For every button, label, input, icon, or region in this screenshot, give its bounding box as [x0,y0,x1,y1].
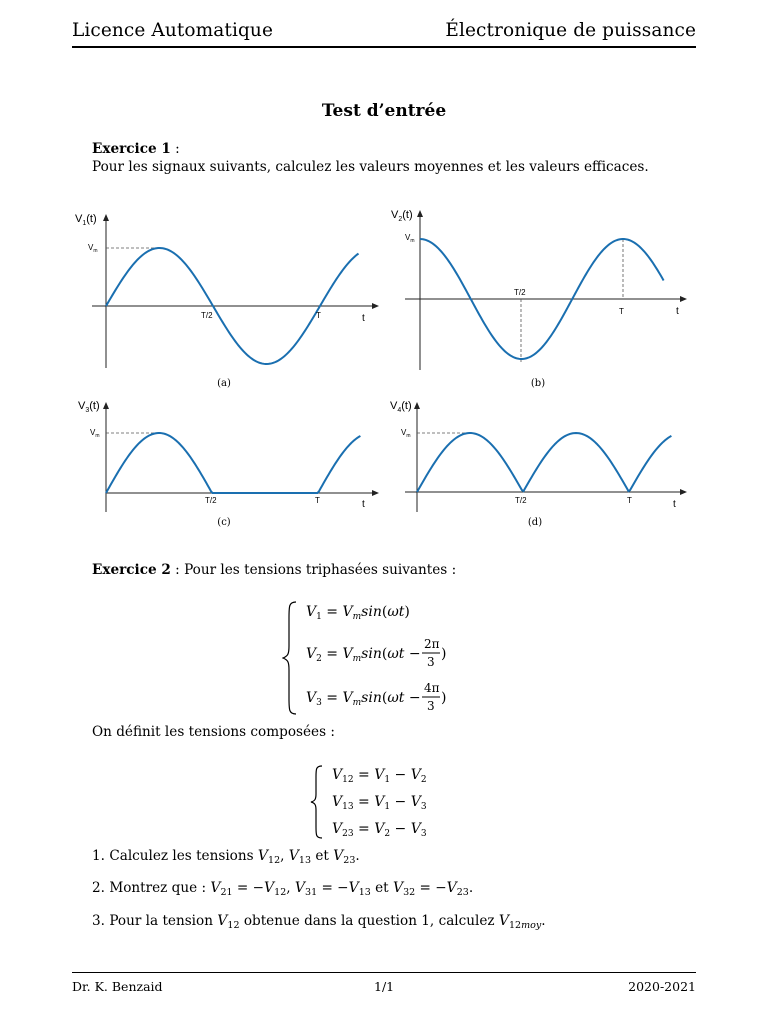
v3-frac-den: 3 [427,699,435,713]
figure-c-caption: (c) [217,517,231,528]
svg-text:): ) [441,690,447,706]
svg-text:V1 = Vmsin(ωt): $V_1 = V_m\sin(\omega t)$ [306,604,410,622]
figure-a-ylabel: $V_1(t)$ [75,213,97,227]
footer-page-number: 1/1 [374,979,395,994]
question-2-text: Montrez que : [109,880,211,896]
svg-text:): ) [441,646,447,662]
figure-d-caption: (d) [527,517,543,528]
three-phase-brace [283,602,296,714]
figure-a-period-label: T [316,311,321,320]
figure-b-t-label: t [676,306,679,317]
figure-b-y-arrow [417,210,423,217]
svg-text:V2 = Vmsin(ωt −: $V_2 = V_m\sin(\omega t$ − [306,646,421,664]
figure-c-axes [106,406,375,512]
question-3-num: 3. [92,913,105,929]
v3-frac-num: 4π [424,681,440,695]
exercise2-heading-line [92,561,456,579]
figure-a-caption: (a) [217,378,231,389]
equation-v23: $V_{23} = V_2 - V_3$ [332,821,427,839]
page-title: Test d’entrée [321,101,447,121]
figure-b-x-arrow [680,296,687,302]
question-1-num: 1. [92,848,105,864]
equation-v12: $V_{12} = V_1 - V_2$ [332,767,427,785]
v2-frac-den: 3 [427,655,435,669]
figure-c-half-label: T/2 [205,496,217,505]
figure-d-period-label: T [627,496,632,505]
header-left: Licence Automatique [72,20,273,41]
figure-d-x-arrow [680,489,687,495]
header-right: Électronique de puissance [445,20,696,41]
figure-d-ylabel: $V_4(t)$ [390,400,412,414]
figure-c-curve [106,433,360,493]
figure-a-amp-label: $V_m$ [88,243,98,254]
equation-v3 [306,681,446,713]
figure-c-amp-label: $V_m$ [90,428,100,439]
figure-b-caption: (b) [530,378,546,389]
figure-d-curve [417,433,671,492]
figure-d-t-label: t [673,499,676,510]
composed-intro: On définit les tensions composées : [92,724,335,740]
figure-a-x-arrow [372,303,379,309]
figure-d-half-label: T/2 [515,496,527,505]
exercise1-heading-suffix: : [170,141,180,157]
question-3-text-a: Pour la tension [109,913,218,929]
equation-v2 [306,637,446,669]
question-1-text: Calculez les tensions [109,848,258,864]
figure-b-axes [405,214,683,370]
question-1: 1. Calculez les tensions $V_{12}$, $V_{13}$ et $V_{23}$. [92,848,360,866]
composed-brace [311,766,322,838]
figure-d [385,396,695,516]
figure-a-half-label: T/2 [201,311,213,320]
figure-b [385,204,695,376]
three-phase-equations [282,598,482,720]
question-2: 2. Montrez que : $V_{21} = -V_{12}$, $V_{31} = -V_{13}$ et $V_{32} = -V_{23}$. [92,880,474,898]
footer-year: 2020-2021 [628,979,696,994]
svg-text:V3 = Vmsin(ωt −: $V_3 = V_m\sin(\omega t$ − [306,690,421,708]
figure-a-axes [92,218,375,368]
figure-d-amp-label: $V_m$ [401,428,411,439]
figure-b-ylabel: $V_2(t)$ [391,209,413,223]
exercise1-heading-line [92,140,180,158]
figure-d-y-arrow [414,402,420,409]
v2-frac-num: 2π [424,637,440,651]
question-3-text-b: obtenue dans la question 1, calculez [239,913,499,929]
question-3: 3. Pour la tension $V_{12}$ obtenue dans la question 1, calculez $V_{12moy}$. [92,913,546,931]
figure-c-ylabel: $V_3(t)$ [78,400,100,414]
exercise1-heading: Exercice 1 [92,141,171,157]
footer-author: Dr. K. Benzaid [72,979,163,994]
footer-rule [72,972,696,973]
figure-c-period-label: T [315,496,320,505]
figure-c [70,396,380,516]
question-2-num: 2. [92,880,105,896]
figure-b-period-label: T [619,307,624,316]
equation-v13: $V_{13} = V_1 - V_3$ [332,794,427,812]
figure-c-y-arrow [103,402,109,409]
figure-b-amp-label: $V_m$ [405,233,415,244]
exercise2-text: : Pour les tensions triphasées suivantes : [170,562,457,578]
figure-a-t-label: t [362,313,365,324]
figure-c-t-label: t [362,499,365,510]
figure-a [70,206,380,376]
figure-c-x-arrow [372,490,379,496]
figure-a-y-arrow [103,214,109,221]
exercise1-text: Pour les signaux suivants, calculez les valeurs moyennes et les valeurs efficaces. [92,159,649,175]
header-rule [72,46,696,48]
equation-v1 [306,604,410,622]
figure-b-half-label: T/2 [514,288,526,297]
exercise2-heading: Exercice 2 [92,562,171,578]
composed-equations [310,762,460,842]
